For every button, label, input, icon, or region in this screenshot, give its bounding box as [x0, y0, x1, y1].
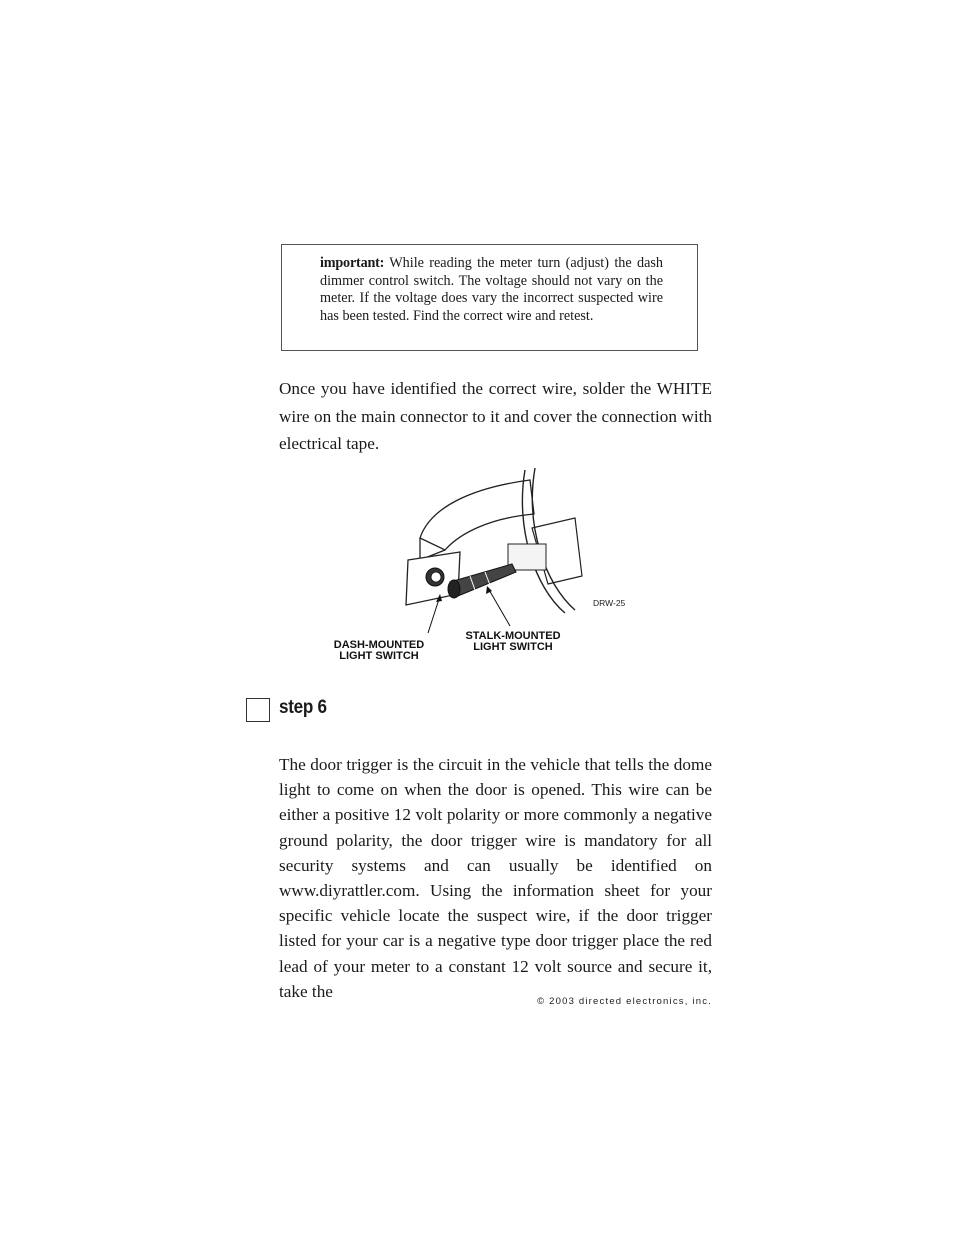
- dash-switch-label-line2: LIGHT SWITCH: [339, 650, 419, 662]
- important-note-text: While reading the meter turn (adjust) the dash dimmer control switch. The voltage should not vary on the meter. If the voltage does vary the incorrect suspected wire has been tested. Find the correct wire and retest.: [320, 255, 663, 324]
- drawing-code: DRW-25: [593, 598, 626, 608]
- door-trigger-paragraph: The door trigger is the circuit in the vehicle that tells the dome light to come on when the door is opened. This wire can be either a positive 12 volt polarity or more commonly a negative ground polarity, the door trigger wire is mandatory for all security systems and can usually be identified on www.diyrattler.com. Using the information sheet for your specific vehicle locate the suspect wire, if the door trigger listed for your car is a negative type door trigger place the red lead of your meter to a constant 12 volt source and secure it, take the: [279, 755, 712, 1001]
- dash-switch-label-line1: DASH-MOUNTED: [333, 639, 425, 651]
- important-label: important:: [320, 255, 385, 271]
- dashboard-illustration: [320, 468, 640, 668]
- important-note: [320, 255, 663, 325]
- step-checkbox[interactable]: [246, 698, 270, 722]
- copyright-footer: © 2003 directed electronics, inc.: [537, 996, 712, 1007]
- solder-instruction-paragraph: Once you have identified the correct wire, solder the WHITE wire on the main connector to it and cover the connection with electrical tape.: [279, 379, 712, 453]
- light-switch-figure: [320, 468, 640, 668]
- important-note-box: [281, 244, 698, 351]
- stalk-switch-label-line2: LIGHT SWITCH: [473, 641, 553, 653]
- step-title: step 6: [279, 697, 327, 718]
- stalk-switch-label-line1: STALK-MOUNTED: [465, 630, 561, 642]
